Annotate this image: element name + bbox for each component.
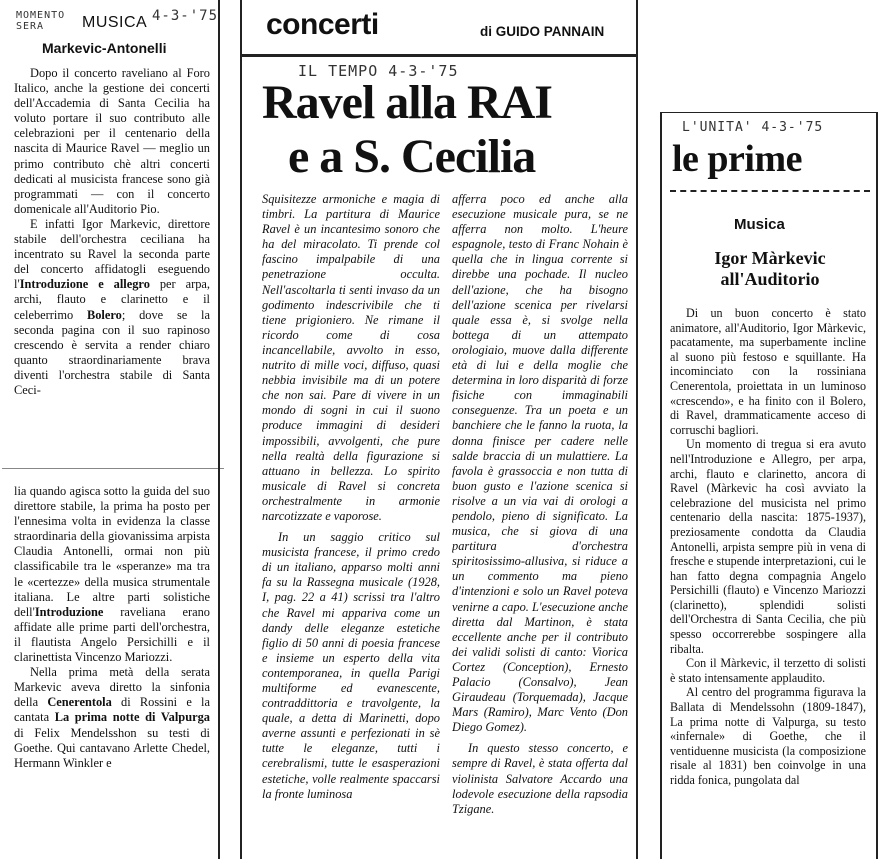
handwritten-date: L'UNITA' 4-3-'75 [682, 120, 824, 135]
clipping-il-tempo [240, 0, 640, 859]
text: E infatti Igor Markevic, direttore stabile dell'orchestra ceciliana ha incentrato su Ravel la seconda parte del concerto affidatogli eseguendo l' [14, 216, 210, 292]
paragraph: In un saggio critico sul musicista francese, il primo credo di un italiano, apparso molti anni fa su la Rassegna musicale (1928, I, pag. 22 a 41) scrissi tra l'altro che Ravel mi appariva come un dandy delle eleganze estetiche figlio di 50 anni di poesia francese e insieme un esperto della vita contemporanea, in quella Parigi multiforme ed evanescente, contraddittoria e travolgente, la quale, a detta di Marinetti, dopo averne assunti e perfezionati in sè tutte le eleganze, tutti i cerebralismi, tutte le esasperazioni estetiche, volle realmente spaccarsi la fronte luminosa [262, 530, 440, 801]
subsection: Musica [734, 216, 785, 233]
paragraph: Dopo il concerto raveliano al Foro Italico, anche la gestione dei concerti dell'Accademia di Santa Cecilia ha voluto portare il suo contributo alle celebrazioni per il centenario della nascita di Maurice Ravel — meglio un primo contributo chè altri concerti dedicati al musicista francese sono già programmati — con il concerto domenicale all'Auditorio Pio. [14, 66, 210, 216]
work-title: Bolero [86, 307, 122, 322]
dashed-rule [670, 190, 870, 192]
header-rule [240, 54, 638, 57]
body-column-bottom [14, 484, 210, 771]
text: Nella prima metà della serata Markevic aveva diretto la sinfonia della [14, 665, 210, 710]
paragraph: In questo stesso concerto, e sempre di Ravel, è stata offerta dal violinista Salvatore Accardo una lodevole esecuzione della rapsodia Tzigane. [452, 741, 628, 816]
column-border [218, 0, 220, 859]
handwritten-date: 4-3-'75 [152, 8, 219, 24]
work-title: Introduzione e allegro [19, 277, 150, 292]
paragraph [14, 484, 210, 665]
paragraph [14, 665, 210, 771]
right-rule [876, 112, 878, 859]
text: di Rossini e la cantata [14, 695, 211, 725]
handwritten-source: MOMENTO SERA [16, 10, 66, 32]
text: raveliana erano affidate alle prime parti dell'orchestra, il flautista Angelo Persichilli e il clarinettista Vincenzo Mariozzi. [14, 604, 210, 665]
left-rule [240, 0, 242, 859]
work-title: Cenerentola [47, 695, 112, 710]
article-body [670, 306, 866, 859]
paragraph: Di un buon concerto è stato animatore, all'Auditorio, Igor Màrkevic, pacatamente, ma superbamente incline al suono più festoso e squillante. Ha incominciato con la rossiniana Cenerentola, proiettata in un luminoso «crescendo», e ha finito con il Bolero, di Ravel, drammaticamente acceso di corruschi bagliori. [670, 306, 866, 437]
work-title: Introduzione [34, 604, 104, 619]
headline-line-1: Ravel alla RAI [262, 76, 552, 129]
text: per arpa, archi, flauto e clarinetto e il celeberrimo [14, 277, 210, 322]
article-column-a [262, 192, 440, 859]
section-title: le prime [672, 138, 803, 180]
paragraph: Con il Màrkevic, il terzetto di solisti è stato intensamente applaudito. [670, 656, 866, 685]
clipping-lunita [660, 112, 882, 859]
right-rule [636, 0, 638, 859]
clipping-momento-sera [2, 0, 224, 859]
text: lia quando agisca sotto la guida del suo direttore stabile, la prima ha posto per l'ennesima volta in evidenza la classe straordinaria della giovanissima arpista Claudia Antonelli, ormai non più classificabile tra le «speranze» ma tra le «certezze» della musica strumentale italiana. Le altre parti solistiche dell' [14, 484, 210, 619]
section-title: concerti [266, 8, 379, 41]
paragraph: Squisitezze armoniche e magia di timbri. La partitura di Maurice Ravel è un incantesimo sonoro che ha del miracolato. Ti prende col fascino impalpabile di una penetrazione occulta. Nell'ascoltarla ti senti invaso da un godimento indescrivibile che ti tiene prigioniero. Ne rimane il ricordo come di cosa incancellabile, avvolto in esso, nutrito di mille voci, diffuso, quasi nebbia invisibile ma di un potere che non sai. Pare di vivere in un mondo di sogni in cui il suono produce immagini di desideri impossibili, avvolgenti, che pure nella realtà della figurazione si attuano in bellezza. Lo spirito musicale di Ravel si concreta orchestralmente in armonie narcotizzate e vaporose. [262, 192, 440, 523]
body-column-top [14, 66, 210, 398]
paragraph: afferra poco ed anche alla esecuzione musicale pura, se ne afferra non molto. L'heure espagnole, testo di Franc Nohain è quella che in lingua corrente si direbbe una pochade. Il nucleo dell'azione, che ha bisogno dell'azione scenica per rivelarsi quale essa è, si svolge nella bottega di un attempato orologiaio, muove dalla differente età di lui e della moglie che determina in loro disparità di forze fisiche con immaginabili conseguenze. Tra un poeta e un banchiere che le fanno la ruota, la donna finisce per cadere nelle salde braccia di un mulattiere. La favola è grassoccia e non tutta di buon gusto e l'azione scenica si risolve a un via vai di orologi a pendolo, pieno di significato. La musica, che si giova di una partitura d'orchestra spiritosissimo-allusiva, si riduce a un commento ma pieno d'intenzioni e solo un Ravel poteva venirne a capo. L'esecuzione anche diretta dal Martinon, è stata eccellente anche per il contributo dei validi solisti di canto: Viorica Cortez (Conception), Ernesto Palacio (Consalvo), Jean Giraudeau (Torquemada), Jacque Mars (Ramiro), Marc Vento (Don Diego Gomez). [452, 192, 628, 735]
paragraph: Al centro del programma figurava la Ballata di Mendelssohn (1809-1847), La prima notte di Valpurga, su testo «infernale» di Goethe, che il ventiduenne musicista (la composizione risale al 1831) ben coinvolge in una ridda fonica, pungolata dal [670, 685, 866, 787]
work-title: La prima notte di Valpurga [54, 710, 210, 725]
top-rule [660, 112, 878, 113]
headline-line-2: e a S. Cecilia [288, 130, 536, 183]
paragraph: Un momento di tregua si era avuto nell'Introduzione e Allegro, per arpa, archi, flauto e clarinetto, ancora di Ravel (Màrkevic ha così avviato la celebrazione del musicista nel primo centenario della nascita: 1875-1937), preziosamente condotta da Claudia Antonelli, arpista sempre più in vena di fresche e stupende interpretazioni, cui le han fatto degna compagnia Angelo Persichilli (flauto) e Vincenzo Mariozzi (clarinetto), splendidi solisti dell'Orchestra di Santa Cecilia, che più spesso occorrerebbe sospingere alla ribalta. [670, 437, 866, 656]
text: di Felix Mendelsshon su testi di Goethe. Qui cantavano Arlette Chedel, Hermann Winkler e [14, 725, 210, 770]
article-column-b [452, 192, 628, 842]
section-label: MUSICA [82, 14, 148, 31]
cut-divider [2, 468, 224, 469]
byline: di GUIDO PANNAIN [480, 24, 605, 39]
headline: Markevic-Antonelli [42, 40, 167, 56]
paragraph [14, 217, 210, 398]
text: ; dove se la seconda pagina con il suo rapinoso crescendo è servita a render chiaro quanto straordinariamente brava diventi l'orchestra stabile di Santa Ceci- [14, 307, 211, 397]
handwritten-date: IL TEMPO 4-3-'75 [298, 62, 459, 80]
left-rule [660, 112, 662, 859]
headline: Igor Màrkevic all'Auditorio [714, 248, 826, 289]
